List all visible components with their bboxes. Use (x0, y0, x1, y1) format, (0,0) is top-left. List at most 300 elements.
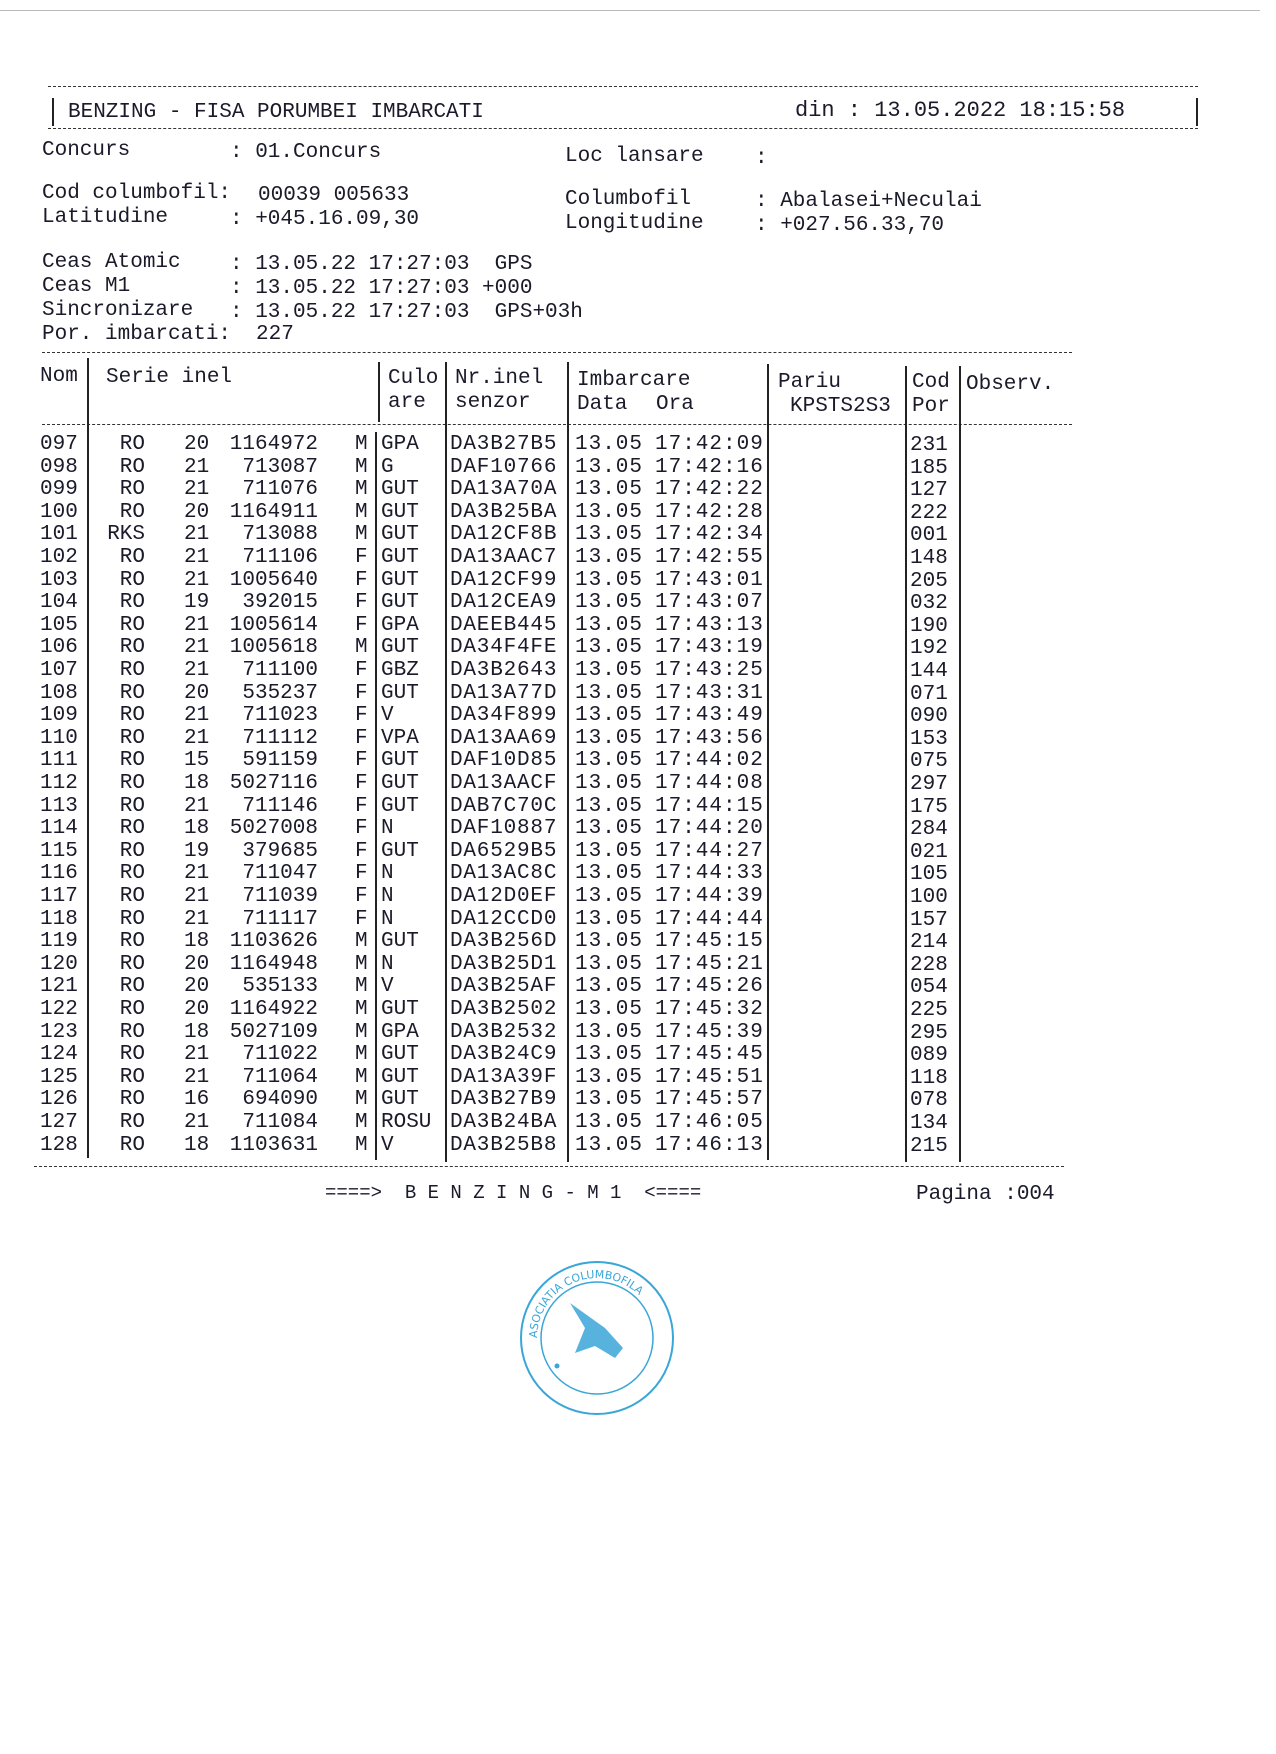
cell-sex: M (355, 952, 368, 976)
cell-nom: 118 (40, 907, 78, 931)
cell-sex: M (355, 930, 368, 954)
cell-time: 17:43:07 (655, 591, 764, 615)
cell-nom: 122 (40, 998, 78, 1021)
cell-ring-number: 711112 (242, 726, 318, 750)
cell-code: 118 (910, 1066, 948, 1090)
divider (48, 86, 1198, 87)
cell-ring-number: 1103631 (229, 1133, 318, 1157)
cell-country: RO (119, 1088, 145, 1112)
cell-year: 18 (184, 930, 210, 954)
cell-code: 284 (910, 818, 948, 842)
cell-ring-number: 5027116 (229, 772, 318, 795)
cell-date: 13.05 (575, 591, 644, 615)
cell-time: 17:44:02 (655, 749, 764, 773)
cell-date: 13.05 (575, 839, 644, 863)
cell-country: RO (119, 975, 145, 999)
cell-code: 153 (910, 727, 948, 751)
scan-edge (0, 10, 1260, 11)
cell-sensor: DAB7C70C (450, 794, 558, 818)
cell-date: 13.05 (575, 1111, 644, 1134)
cell-ring-number: 711039 (242, 885, 318, 908)
cell-sensor: DA13AAC7 (450, 546, 558, 569)
cell-sex: F (355, 772, 368, 795)
cell-nom: 109 (40, 704, 78, 728)
cell-color: GUT (381, 636, 419, 660)
cell-year: 19 (184, 591, 210, 615)
col-nr-inel: Nr.inel (455, 367, 544, 390)
cell-date: 13.05 (575, 885, 644, 908)
porumbei-imbarcati-value: 227 (256, 323, 294, 346)
cell-code: 228 (910, 953, 948, 977)
cell-time: 17:44:08 (655, 772, 764, 795)
cell-year: 18 (184, 772, 210, 795)
cell-code: 231 (910, 434, 948, 457)
association-stamp (515, 1258, 680, 1418)
cell-nom: 107 (40, 659, 78, 682)
cell-sensor: DA6529B5 (450, 839, 558, 863)
col-observ: Observ. (966, 373, 1055, 396)
cell-color: GUT (381, 772, 419, 795)
columbofil-label: Columbofil (565, 188, 692, 211)
cell-color: GUT (381, 1043, 419, 1067)
divider (42, 352, 1072, 353)
cell-code: 134 (910, 1112, 948, 1135)
cell-country: RO (119, 478, 145, 502)
cell-sex: M (355, 998, 368, 1021)
cell-time: 17:42:22 (655, 478, 764, 502)
cell-code: 297 (910, 773, 948, 796)
cell-time: 17:46:13 (655, 1133, 764, 1157)
cell-nom: 110 (40, 726, 78, 750)
page-number: Pagina :004 (916, 1183, 1055, 1206)
cell-sex: M (355, 1043, 368, 1067)
cell-sex: F (355, 704, 368, 728)
footer-benzing: ====> B E N Z I N G - M 1 <==== (325, 1182, 702, 1204)
cell-code: 295 (910, 1021, 948, 1045)
cell-time: 17:43:25 (655, 659, 764, 682)
cell-ring-number: 1164972 (229, 433, 318, 456)
cell-time: 17:44:33 (655, 862, 764, 886)
cell-country: RO (119, 500, 145, 524)
cell-country: RO (119, 1065, 145, 1089)
cell-sex: M (355, 455, 368, 479)
loc-lansare-label: Loc lansare (565, 145, 704, 168)
cell-code: 089 (910, 1044, 948, 1068)
cell-color: GUT (381, 681, 419, 705)
cell-time: 17:42:55 (655, 546, 764, 569)
cell-date: 13.05 (575, 749, 644, 773)
cell-country: RO (119, 613, 145, 637)
cell-code: 127 (910, 479, 948, 503)
cell-country: RO (119, 659, 145, 682)
table-row (0, 479, 1276, 501)
table-row (0, 592, 1276, 614)
col-por: Por (912, 395, 950, 418)
table-row (0, 1067, 1276, 1089)
cell-nom: 098 (40, 455, 78, 479)
table-row (0, 1089, 1276, 1111)
cell-sensor: DA13AC8C (450, 862, 558, 886)
cell-nom: 121 (40, 975, 78, 999)
cell-country: RO (119, 636, 145, 660)
cell-year: 20 (184, 500, 210, 524)
cell-nom: 111 (40, 749, 78, 773)
cell-date: 13.05 (575, 772, 644, 795)
cell-year: 19 (184, 839, 210, 863)
cell-year: 18 (184, 1020, 210, 1044)
cell-sensor: DA13AA69 (450, 726, 558, 750)
cell-sensor: DA13A70A (450, 478, 558, 502)
cell-ring-number: 713088 (242, 523, 318, 547)
cell-country: RO (119, 930, 145, 954)
cell-date: 13.05 (575, 1088, 644, 1112)
cell-nom: 104 (40, 591, 78, 615)
cell-country: RO (119, 839, 145, 863)
cell-sex: M (355, 478, 368, 502)
cell-date: 13.05 (575, 568, 644, 592)
cell-ring-number: 711106 (242, 546, 318, 569)
cell-sex: F (355, 659, 368, 682)
table-row (0, 750, 1276, 772)
table-row (0, 637, 1276, 659)
ceas-atomic-value: : 13.05.22 17:27:03 GPS (230, 253, 533, 276)
cell-year: 20 (184, 952, 210, 976)
table-row (0, 796, 1276, 818)
cell-sex: F (355, 681, 368, 705)
cell-sensor: DA12D0EF (450, 885, 558, 908)
cell-sex: M (355, 636, 368, 660)
cell-date: 13.05 (575, 500, 644, 524)
col-data: Data (577, 393, 628, 416)
cell-color: N (381, 885, 394, 908)
cell-time: 17:43:56 (655, 726, 764, 750)
cell-nom: 117 (40, 885, 78, 908)
svg-text:ASOCIATIA COLUMBOFILA: ASOCIATIA COLUMBOFILA (526, 1267, 646, 1339)
cell-code: 157 (910, 908, 948, 932)
cell-year: 21 (184, 885, 210, 908)
cell-nom: 105 (40, 613, 78, 637)
cell-year: 21 (184, 546, 210, 569)
cell-date: 13.05 (575, 907, 644, 931)
col-serie-inel: Serie inel (106, 366, 233, 389)
cell-color: VPA (381, 726, 419, 750)
cell-code: 144 (910, 660, 948, 683)
cell-year: 21 (184, 636, 210, 660)
cell-sensor: DA3B25BA (450, 500, 558, 524)
cell-sex: M (355, 975, 368, 999)
cell-year: 21 (184, 1043, 210, 1067)
cell-sex: M (355, 1088, 368, 1112)
cell-nom: 103 (40, 568, 78, 592)
cell-sensor: DA12CEA9 (450, 591, 558, 615)
table-row (0, 705, 1276, 727)
cell-sensor: DA3B256D (450, 930, 558, 954)
cell-code: 225 (910, 999, 948, 1022)
cell-date: 13.05 (575, 704, 644, 728)
cell-sensor: DA3B25B8 (450, 1133, 558, 1157)
cell-code: 192 (910, 637, 948, 661)
sincronizare-value: : 13.05.22 17:27:03 GPS+03h (230, 301, 583, 324)
cell-color: GUT (381, 1065, 419, 1089)
cell-time: 17:43:19 (655, 636, 764, 660)
cell-country: RO (119, 907, 145, 931)
cell-color: ROSU (381, 1111, 432, 1134)
cell-nom: 099 (40, 478, 78, 502)
cell-code: 001 (910, 524, 948, 548)
cell-date: 13.05 (575, 862, 644, 886)
cell-country: RO (119, 772, 145, 795)
table-row (0, 954, 1276, 976)
table-row (0, 1022, 1276, 1044)
cell-date: 13.05 (575, 1043, 644, 1067)
cell-sex: F (355, 862, 368, 886)
cell-year: 20 (184, 433, 210, 456)
cell-sex: M (355, 433, 368, 456)
ceas-atomic-label: Ceas Atomic (42, 251, 181, 274)
cell-color: GUT (381, 930, 419, 954)
cell-nom: 114 (40, 817, 78, 841)
cell-sensor: DA3B2532 (450, 1020, 558, 1044)
cell-sex: F (355, 817, 368, 841)
table-row (0, 502, 1276, 524)
cell-time: 17:44:44 (655, 907, 764, 931)
cell-date: 13.05 (575, 636, 644, 660)
cell-ring-number: 379685 (242, 839, 318, 863)
cell-color: GUT (381, 546, 419, 569)
cell-nom: 115 (40, 839, 78, 863)
cell-year: 21 (184, 455, 210, 479)
cell-sex: M (355, 1133, 368, 1157)
cell-ring-number: 1005640 (229, 568, 318, 592)
divider (1196, 98, 1198, 126)
cell-country: RO (119, 681, 145, 705)
cell-ring-number: 392015 (242, 591, 318, 615)
cell-sex: M (355, 523, 368, 547)
loc-lansare-value: : (755, 147, 768, 170)
cell-time: 17:43:13 (655, 613, 764, 637)
cell-sex: F (355, 546, 368, 569)
cell-color: GPA (381, 1020, 419, 1044)
cell-year: 21 (184, 794, 210, 818)
table-row (0, 457, 1276, 479)
cell-code: 148 (910, 547, 948, 570)
cell-country: RO (119, 1020, 145, 1044)
cell-sensor: DA12CF99 (450, 568, 558, 592)
cell-ring-number: 711100 (242, 659, 318, 682)
cell-sensor: DA3B25D1 (450, 952, 558, 976)
cell-date: 13.05 (575, 817, 644, 841)
cell-ring-number: 711064 (242, 1065, 318, 1089)
cell-color: N (381, 952, 394, 976)
cell-year: 21 (184, 478, 210, 502)
cell-year: 21 (184, 907, 210, 931)
cell-country: RO (119, 952, 145, 976)
cell-time: 17:45:57 (655, 1088, 764, 1112)
table-row (0, 570, 1276, 592)
cell-date: 13.05 (575, 478, 644, 502)
cell-code: 021 (910, 840, 948, 864)
table-row (0, 524, 1276, 546)
cell-time: 17:42:09 (655, 433, 764, 456)
cell-time: 17:42:34 (655, 523, 764, 547)
cell-nom: 119 (40, 930, 78, 954)
cell-time: 17:44:39 (655, 885, 764, 908)
cell-time: 17:43:31 (655, 681, 764, 705)
col-imbarcare: Imbarcare (577, 369, 691, 392)
cell-sensor: DA34F899 (450, 704, 558, 728)
cell-sensor: DA3B2643 (450, 659, 558, 682)
cell-sensor: DA12CF8B (450, 523, 558, 547)
cell-country: RO (119, 591, 145, 615)
col-pariu: Pariu (778, 371, 842, 394)
cell-color: GUT (381, 839, 419, 863)
cell-nom: 127 (40, 1111, 78, 1134)
cell-time: 17:45:39 (655, 1020, 764, 1044)
cell-ring-number: 1164911 (229, 500, 318, 524)
cell-time: 17:42:28 (655, 500, 764, 524)
divider (52, 98, 54, 126)
cell-date: 13.05 (575, 998, 644, 1021)
cell-time: 17:45:21 (655, 952, 764, 976)
cell-country: RO (119, 749, 145, 773)
table-row (0, 728, 1276, 750)
cell-sensor: DA3B24BA (450, 1111, 558, 1134)
table-row (0, 615, 1276, 637)
cell-ring-number: 711023 (242, 704, 318, 728)
cell-sensor: DAF10887 (450, 817, 558, 841)
cell-time: 17:44:20 (655, 817, 764, 841)
cell-nom: 101 (40, 523, 78, 547)
table-row (0, 909, 1276, 931)
cell-ring-number: 711022 (242, 1043, 318, 1067)
cod-columbofil-value: 00039 005633 (258, 184, 410, 207)
cell-color: GPA (381, 433, 419, 456)
cell-color: N (381, 817, 394, 841)
cell-time: 17:45:51 (655, 1065, 764, 1089)
cell-sensor: DA3B27B5 (450, 433, 558, 456)
cell-year: 20 (184, 998, 210, 1021)
cell-nom: 100 (40, 500, 78, 524)
cell-ring-number: 1164922 (229, 998, 318, 1021)
cell-color: V (381, 1133, 394, 1157)
cell-color: GBZ (381, 659, 419, 682)
cell-nom: 106 (40, 636, 78, 660)
document-title: BENZING - FISA PORUMBEI IMBARCATI (68, 101, 484, 124)
latitudine-label: Latitudine (42, 206, 169, 229)
col-senzor: senzor (455, 391, 531, 414)
sincronizare-label: Sincronizare (42, 299, 194, 322)
cell-year: 21 (184, 659, 210, 682)
cell-code: 075 (910, 750, 948, 774)
cell-year: 21 (184, 568, 210, 592)
cell-year: 21 (184, 1065, 210, 1089)
col-nom: Nom (40, 365, 78, 388)
cell-date: 13.05 (575, 659, 644, 682)
cell-code: 100 (910, 886, 948, 909)
cell-date: 13.05 (575, 613, 644, 637)
cell-code: 054 (910, 976, 948, 1000)
cell-time: 17:43:01 (655, 568, 764, 592)
cell-time: 17:45:45 (655, 1043, 764, 1067)
cell-nom: 128 (40, 1133, 78, 1157)
cell-date: 13.05 (575, 1065, 644, 1089)
columbofil-value: : Abalasei+Neculai (755, 190, 982, 213)
cell-country: RO (119, 455, 145, 479)
cell-sex: M (355, 1065, 368, 1089)
cell-code: 214 (910, 931, 948, 955)
cell-color: GUT (381, 749, 419, 773)
cell-code: 205 (910, 569, 948, 593)
cell-sensor: DA3B25AF (450, 975, 558, 999)
cell-time: 17:44:15 (655, 794, 764, 818)
cell-nom: 124 (40, 1043, 78, 1067)
cell-sex: F (355, 794, 368, 818)
cod-columbofil-label: Cod columbofil: (42, 182, 232, 205)
cell-year: 15 (184, 749, 210, 773)
cell-code: 215 (910, 1134, 948, 1158)
cell-sensor: DAF10766 (450, 455, 558, 479)
cell-sex: F (355, 839, 368, 863)
col-kpsts2s3: KPSTS2S3 (790, 395, 891, 418)
cell-ring-number: 1164948 (229, 952, 318, 976)
cell-year: 21 (184, 704, 210, 728)
cell-ring-number: 535237 (242, 681, 318, 705)
cell-code: 105 (910, 863, 948, 887)
cell-nom: 102 (40, 546, 78, 569)
cell-year: 18 (184, 817, 210, 841)
longitudine-label: Longitudine (565, 212, 704, 235)
cell-year: 16 (184, 1088, 210, 1112)
cell-ring-number: 1103626 (229, 930, 318, 954)
table-row (0, 999, 1276, 1021)
cell-ring-number: 1005614 (229, 613, 318, 637)
cell-time: 17:44:27 (655, 839, 764, 863)
cell-code: 071 (910, 682, 948, 706)
cell-code: 078 (910, 1089, 948, 1113)
divider (48, 128, 1198, 129)
cell-date: 13.05 (575, 975, 644, 999)
cell-year: 18 (184, 1133, 210, 1157)
cell-color: GUT (381, 998, 419, 1021)
cell-color: V (381, 975, 394, 999)
col-cod: Cod (912, 371, 950, 394)
cell-sex: M (355, 1111, 368, 1134)
concurs-label: Concurs (42, 139, 131, 162)
cell-date: 13.05 (575, 794, 644, 818)
cell-ring-number: 591159 (242, 749, 318, 773)
cell-ring-number: 711084 (242, 1111, 318, 1134)
cell-color: GUT (381, 591, 419, 615)
cell-country: RO (119, 704, 145, 728)
cell-code: 032 (910, 592, 948, 616)
cell-sex: F (355, 749, 368, 773)
divider (34, 1166, 1064, 1167)
table-row (0, 841, 1276, 863)
cell-sensor: DAEEB445 (450, 613, 558, 637)
cell-ring-number: 1005618 (229, 636, 318, 660)
star-icon (555, 1364, 560, 1369)
table-row (0, 773, 1276, 795)
cell-country: RO (119, 568, 145, 592)
cell-ring-number: 711076 (242, 478, 318, 502)
cell-time: 17:46:05 (655, 1111, 764, 1134)
cell-nom: 112 (40, 772, 78, 795)
cell-nom: 113 (40, 794, 78, 818)
cell-color: V (381, 704, 394, 728)
cell-color: GUT (381, 500, 419, 524)
cell-ring-number: 711117 (242, 907, 318, 931)
cell-ring-number: 694090 (242, 1088, 318, 1112)
